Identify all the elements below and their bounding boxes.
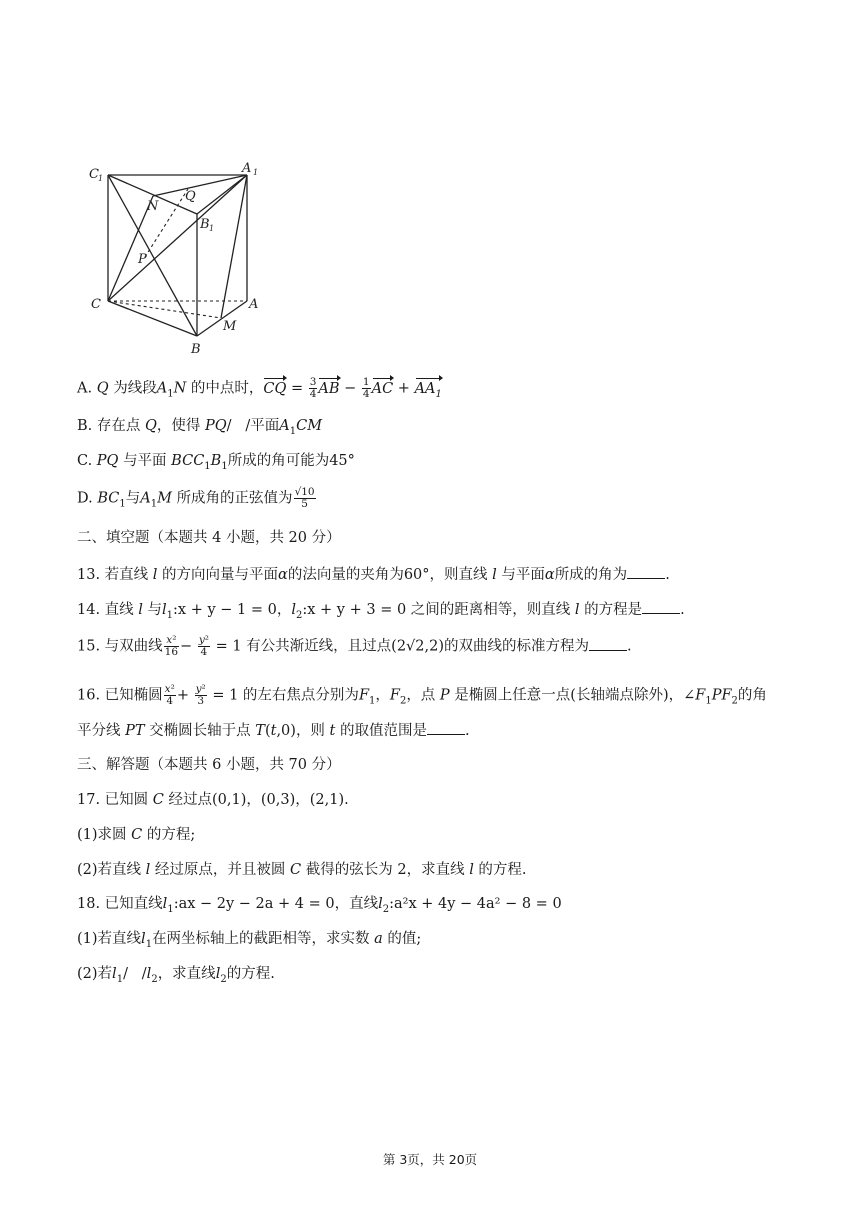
question-18-part-2: (2)若$l_1/$ $/l_2$，求直线$l_2$的方程. — [77, 966, 275, 985]
question-17-part-2: (2)若直线 l 经过原点，并且被圆 C 截得的弦长为 2，求直线 l 的方程. — [77, 862, 527, 878]
label-a1-sub: 1 — [253, 168, 259, 177]
answer-blank — [589, 637, 627, 651]
label-c1-sub: 1 — [98, 174, 104, 183]
option-c: C. PQ 与平面 $BCC_1B_1$所成的角可能为45° — [77, 453, 355, 472]
section-2-heading: 二、填空题（本题共 4 小题，共 20 分） — [77, 530, 341, 546]
option-a: A. Q 为线段$A_1N$ 的中点时，CQ = $\frac{3}{4}$ AB − $\frac{1}{4}$ AC + $AA_1$ — [77, 377, 442, 404]
label-c1: C — [89, 167, 99, 182]
page-footer: 第 3页，共 20页 — [382, 1152, 478, 1167]
section-3-heading: 三、解答题（本题共 6 小题，共 70 分） — [77, 757, 341, 773]
answer-blank — [627, 565, 665, 579]
label-b1-sub: 1 — [209, 224, 215, 233]
label-m: M — [223, 319, 237, 334]
label-a: A — [249, 297, 259, 312]
label-q: Q — [185, 189, 196, 204]
label-b1: B — [200, 217, 210, 232]
question-17: 17. 已知圆 C 经过点(0,1)，(0,3)，(2,1). — [77, 792, 349, 808]
prism-figure — [85, 158, 265, 358]
label-a1: A — [242, 161, 252, 176]
question-18: 18. 已知直线$l_1:ax - 2y - 2a + 4 = 0$，直线$l_2:a^2x + 4y - 4a^2 - 8 = 0$ — [77, 896, 562, 915]
question-13: 13. 若直线 l 的方向向量与平面α的法向量的夹角为60°，则直线 l 与平面α所成的角为 . — [77, 567, 670, 583]
label-n: N — [147, 199, 159, 214]
label-c: C — [91, 297, 101, 312]
label-p: P — [138, 252, 147, 267]
label-b: B — [191, 342, 201, 357]
question-15: 15. 与双曲线 $\frac{\text{x²}}{16}$ − $\frac{\text{y²}}{4}$ = 1 有公共渐近线，且过点(2√2,2)的双曲线的标准方程为 . — [77, 634, 632, 658]
option-b: B. 存在点 Q，使得 PQ/ /平面$A_1CM$ — [77, 418, 323, 437]
question-17-part-1: (1)求圆 C 的方程; — [77, 827, 196, 843]
question-18-part-1: (1)若直线$l_1$在两坐标轴上的截距相等，求实数 a 的值; — [77, 931, 422, 950]
answer-blank — [427, 721, 465, 735]
option-d: D. $BC_1$与$A_1M$ 所成角的正弦值为 $\frac{√10}{5}$ — [77, 486, 315, 510]
question-16-line-2: 平分线 PT 交椭圆长轴于点 T(t,0)，则 t 的取值范围是 . — [77, 723, 470, 739]
question-14: 14. 直线 l 与$l_1:x + y - 1 = 0$，$l_2:x + y + 3 = 0$ 之间的距离相等，则直线 l 的方程是 . — [77, 602, 685, 621]
answer-blank — [642, 600, 680, 614]
question-16-line-1: 16. 已知椭圆 $\frac{\text{x²}}{4}$ + $\frac{\text{y²}}{3}$ = 1 的左右焦点分别为$F_1$，$F_2$，点 P 是椭圆上任意一点(长轴端点除外)，$\angle F_1PF_2$的角 — [77, 683, 767, 707]
